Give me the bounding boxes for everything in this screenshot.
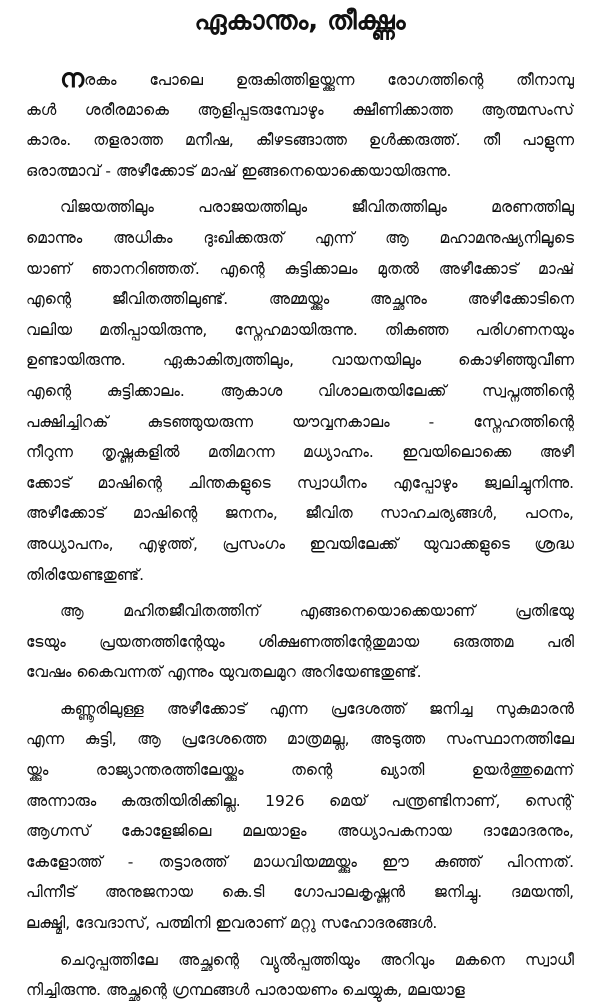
line-text: എന്റെ ജീവിതത്തിലുണ്ട്. അമ്മയ്ക്കും അച്ഛനും അഴീക്കോടിനെ: [26, 290, 574, 309]
line-text: ആ മഹിതജീവിതത്തിന് എങ്ങനെയൊക്കെയാണ് പ്രതിഭയു: [60, 602, 574, 621]
text-line: [26, 498, 574, 529]
text-line: [26, 975, 574, 1006]
text-line: [26, 596, 574, 627]
line-text: അധ്യാപനം, എഴുത്ത്, പ്രസംഗം ഇവയിലേക്ക് യുവാക്കളുടെ ശ്രദ്ധ: [26, 534, 574, 553]
text-line: [26, 95, 574, 126]
paragraph: [26, 192, 574, 590]
line-text: രകം പോലെ ഉരുകിത്തിളയ്ക്കുന്ന രോഗത്തിന്റെ തീനാമ്പു: [84, 71, 574, 89]
text-line: [26, 315, 574, 346]
text-line: [26, 755, 574, 786]
line-text: ചെറുപ്പത്തിലേ അച്ഛന്റെ വ്യുൽപ്പത്തിയും അറിവും മകനെ സ്വാധീ: [60, 950, 574, 969]
line-text: നിച്ചിരുന്നു. അച്ഛന്റെ ഗ്രന്ഥങ്ങൾ പാരായണം ചെയ്യുക, മലയാള: [26, 981, 465, 1000]
text-line: [26, 724, 574, 755]
line-text: യാണ് ഞാനറിഞ്ഞത്. എന്റെ കുട്ടിക്കാലം മുതൽ അഴീക്കോട് മാഷ്: [26, 259, 574, 278]
drop-cap: ന: [60, 64, 85, 94]
line-text: പക്ഷിച്ചിറക് കുടഞ്ഞുയരുന്ന യൗവ്വനകാലം - സ്നേഹത്തിന്റെ: [26, 412, 574, 431]
text-line: [26, 284, 574, 315]
text-line: [26, 560, 574, 591]
paragraph: [26, 596, 574, 688]
paragraph: [26, 64, 574, 186]
line-text: കേളോത്ത് - തട്ടാരത്ത് മാധവിയമ്മയ്ക്കും ഈ കുഞ്ഞ് പിറന്നത്.: [26, 852, 574, 871]
text-line: [26, 192, 574, 223]
line-text: ക്കോട് മാഷിന്റെ ചിന്തകളുടെ സ്വാധീനം എപ്പോഴും ജ്വലിച്ചുനിന്നു.: [26, 473, 574, 492]
line-text: കണ്ണൂരിലുള്ള അഴീക്കോട് എന്ന പ്രദേശത്ത് ജനിച്ച സുകുമാരൻ: [60, 699, 574, 718]
line-text: ആഗ്നസ് കോളേജിലെ മലയാളം അധ്യാപകനായ ദാമോദരനും,: [26, 822, 574, 841]
text-line: [26, 529, 574, 560]
text-line: [26, 254, 574, 285]
line-text: വലിയ മതിപ്പായിരുന്നു, സ്നേഹമായിരുന്നു. തികഞ്ഞ പരിഗണനയും: [26, 320, 574, 339]
text-line: [26, 125, 574, 156]
line-text: നീറുന്ന തൃഷ്ണകളിൽ മതിമറന്ന മധ്യാഹ്നം. ഇവയിലൊക്കെ അഴീ: [26, 443, 574, 462]
line-text: ലക്ഷ്മി, ദേവദാസ്, പത്മിനി ഇവരാണ് മറ്റു സഹോദരങ്ങൾ.: [26, 914, 438, 933]
text-line: [26, 156, 574, 187]
text-line: [26, 945, 574, 976]
line-text: കാരം. തളരാത്ത മനീഷ, കീഴടങ്ങാത്ത ഉൾക്കരുത്ത്. തീ പാളുന്ന: [26, 131, 574, 150]
text-line: [26, 64, 574, 95]
line-text: എന്ന കുട്ടി, ആ പ്രദേശത്തെ മാത്രമല്ല, അടുത്ത സംസ്ഥാനത്തിലേ: [26, 730, 574, 749]
line-text: അന്നാരും കരുതിയിരിക്കില്ല. 1926 മെയ് പന്ത്രണ്ടിനാണ്, സെന്റ്: [26, 791, 574, 810]
text-line: [26, 376, 574, 407]
text-line: [26, 437, 574, 468]
line-text: കൾ ശരീരമാകെ ആളിപ്പടരുമ്പോഴും ക്ഷീണിക്കാത്ത ആത്മസംസ്: [26, 100, 574, 119]
text-line: [26, 908, 574, 939]
text-line: [26, 468, 574, 499]
line-text: വിജയത്തിലും പരാജയത്തിലും ജീവിതത്തിലും മരണത്തിലു: [60, 198, 574, 217]
text-line: [26, 694, 574, 725]
line-text: ഒരാത്മാവ് - അഴീക്കോട് മാഷ് ഇങ്ങനെയൊക്കെയായിരുന്നു.: [26, 161, 452, 180]
line-text: വേഷം കൈവന്നത് എന്നും യുവതലമുറ അറിയേണ്ടതുണ്ട്.: [26, 663, 422, 682]
text-line: [26, 223, 574, 254]
text-line: [26, 816, 574, 847]
text-line: [26, 847, 574, 878]
chapter-title: ഏകാന്തം, തീക്ഷ്ണം: [194, 6, 406, 36]
text-line: [26, 407, 574, 438]
paragraph: [26, 945, 574, 1006]
line-text: പിന്നീട് അനുജനായ കെ.ടി ഗോപാലകൃഷ്ണൻ ജനിച്ചു. ദമയന്തി,: [26, 883, 574, 902]
line-text: മൊന്നും അധികം ദുഃഖിക്കരുത് എന്ന് ആ മഹാമനുഷ്യനിലൂടെ: [26, 228, 574, 247]
text-line: [26, 786, 574, 817]
paragraph: [26, 694, 574, 939]
line-text: ടേയും പ്രയത്നത്തിന്റേയും ശിക്ഷണത്തിന്റേതുമായ ഒരുത്തമ പരി: [26, 632, 574, 651]
text-line: [26, 877, 574, 908]
line-text: അഴീക്കോട് മാഷിന്റെ ജനനം, ജീവിത സാഹചര്യങ്ങൾ, പഠനം,: [26, 504, 574, 523]
line-text: ഉണ്ടായിരുന്നു. ഏകാകിത്വത്തിലും, വായനയിലും കൊഴിഞ്ഞുവീണ: [26, 351, 574, 370]
document-body: [26, 64, 574, 1006]
line-text: എന്റെ കുട്ടിക്കാലം. ആകാശ വിശാലതയിലേക്ക് സ്വപ്നത്തിന്റെ: [26, 381, 574, 400]
text-line: [26, 345, 574, 376]
text-line: [26, 657, 574, 688]
line-text: തിരിയേണ്ടതുണ്ട്.: [26, 565, 145, 584]
line-text: യ്ക്കും രാജ്യാന്തരത്തിലേയ്ക്കും തന്റെ ഖ്യാതി ഉയർത്തുമെന്ന്: [26, 761, 574, 780]
text-line: [26, 627, 574, 658]
